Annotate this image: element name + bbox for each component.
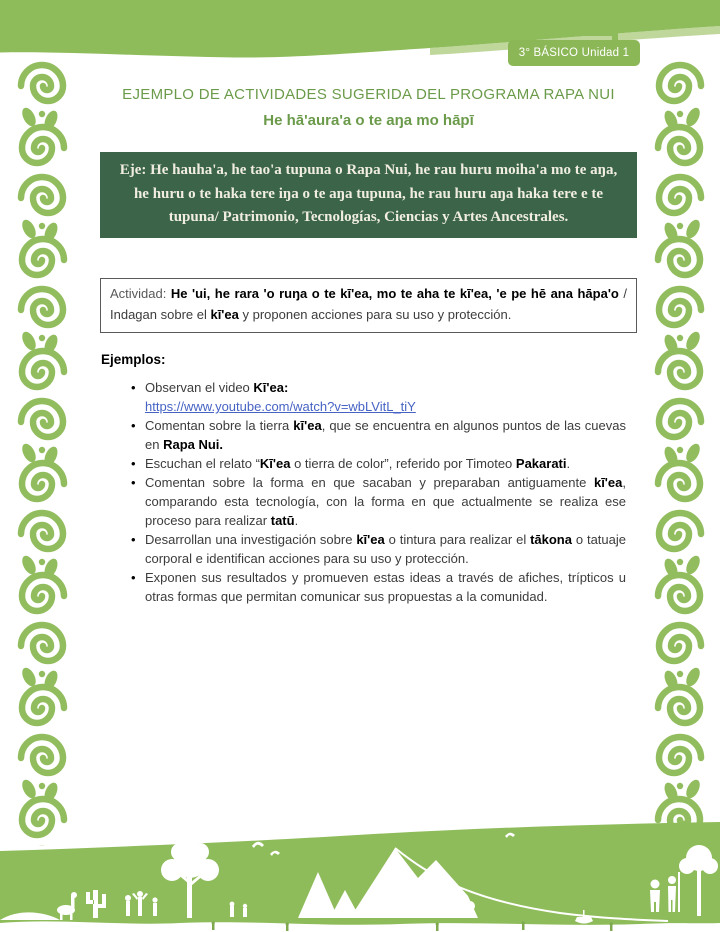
page-subtitle: He hā'aura'a o te aŋa mo hāpī — [263, 112, 474, 129]
bullet-icon: • — [131, 418, 136, 433]
bullet-icon: • — [131, 532, 136, 547]
activity-box: Actividad: He 'ui, he rara 'o ruŋa o te kī'ea, mo te aha te kī'ea, 'e pe hē ana hāpa'o / Indagan sobre el kī'ea y proponen acciones para su uso y protección. — [100, 278, 637, 333]
list-item — [131, 416, 626, 454]
bullet-icon: • — [131, 456, 136, 471]
list-item-text: Comentan sobre la tierra kī'ea, que se encuentra en algunos puntos de las cuevas en Rapa Nui. — [145, 418, 626, 452]
list-item — [131, 530, 626, 568]
bullet-icon: • — [131, 570, 136, 585]
right-border-ornament — [652, 56, 707, 846]
unit-badge: 3° BÁSICO Unidad 1 — [508, 40, 640, 66]
list-item-text: Observan el video Kī'ea: — [145, 380, 289, 395]
left-border-ornament — [15, 56, 70, 846]
ejemplos-heading: Ejemplos: — [101, 352, 166, 367]
list-item — [131, 568, 626, 606]
list-item-text: Exponen sus resultados y promueven estas ideas a través de afiches, trípticos u otras formas que permitan comunicar sus propuestas a la comunidad. — [145, 570, 626, 604]
example-list — [100, 378, 626, 606]
bullet-icon: • — [131, 380, 136, 395]
list-item — [131, 454, 626, 473]
list-item — [131, 473, 626, 530]
list-item-text: Comentan sobre la forma en que sacaban y preparaban antiguamente kī'ea, comparando esta tecnología, con la forma en que actualmente se realiza ese proceso para realizar tatū. — [145, 475, 626, 528]
list-item-text: Escuchan el relato “Kī'ea o tierra de color”, referido por Timoteo Pakarati. — [145, 456, 571, 471]
bottom-landscape-illustration — [0, 820, 720, 932]
eje-box: Eje: He hauha'a, he tao'a tupuna o Rapa Nui, he rau huru moiha'a mo te aŋa, he huru o te haka tere iŋa o te aŋa tupuna, he rau huru aŋa haka tere e te tupuna/ Patrimonio, Tecnologías, Ciencias y Artes Ancestrales. — [100, 152, 637, 238]
list-item-text: Desarrollan una investigación sobre kī'ea o tintura para realizar el tākona o tatuaje corporal e identifican acciones para su uso y protección. — [145, 532, 626, 566]
youtube-link[interactable]: https://www.youtube.com/watch?v=wbLVitL_tiY — [145, 399, 416, 414]
list-item — [131, 378, 626, 416]
bullet-icon: • — [131, 475, 136, 490]
page-title: EJEMPLO DE ACTIVIDADES SUGERIDA DEL PROGRAMA RAPA NUI — [122, 86, 615, 103]
